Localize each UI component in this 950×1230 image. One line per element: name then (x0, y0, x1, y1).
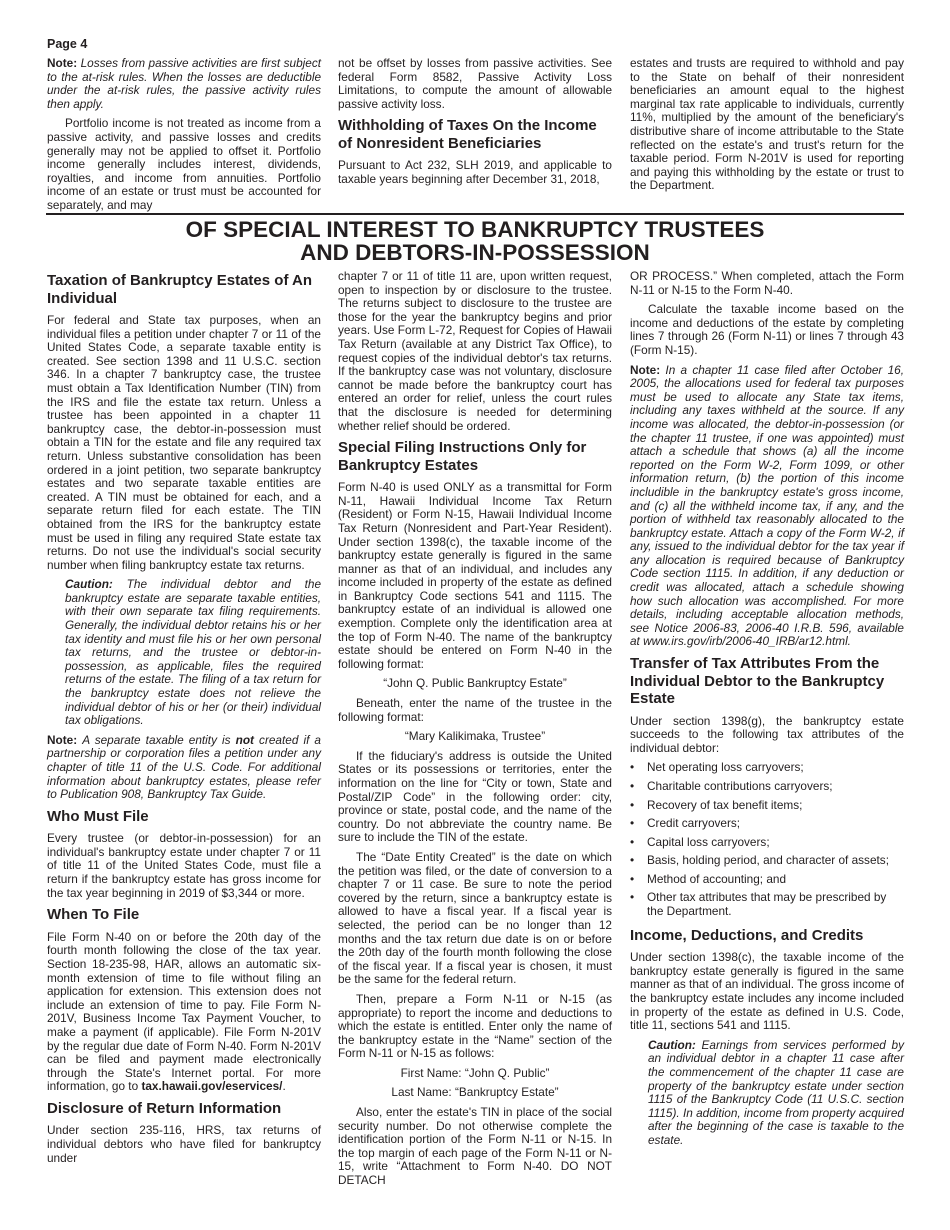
withholding-paragraph: Pursuant to Act 232, SLH 2019, and applicable to taxable years beginning after December 31, 2018, (338, 158, 612, 186)
banner-line-2: AND DEBTORS-IN-POSSESSION (300, 240, 650, 265)
last-name-example: Last Name: “Bankruptcy Estate” (391, 1085, 559, 1100)
list-item: • Method of accounting; and (630, 873, 904, 887)
who-must-file-paragraph: Every trustee (or debtor-in-possession) for an individual's bankruptcy estate under chapter 7 or 11 of title 11 of the United States Code, must file a return if the bankruptcy estate has gross income for the tax year beginning in 2019 of $3,344 or more. (47, 831, 321, 900)
disclosure-continued-paragraph: chapter 7 or 11 of title 11 are, upon written request, open to inspection by or disclosure to the trustee. The returns subject to disclosure to the trustee are those for the year the bankruptcy begins and prior years. Use Form L-72, Request for Copies of Hawaii Tax Return (available at any District Tax Office), to request copies of the individual debtor's tax returns. If the bankruptcy case was not voluntary, disclosure cannot be made before the bankruptcy court has entered an order for relief, unless the court rules that the disclosure is needed for determining whether relief should be ordered. (338, 269, 612, 433)
when-to-file-heading: When To File (47, 906, 140, 924)
list-item: • Recovery of tax benefit items; (630, 799, 904, 813)
transfer-attributes-paragraph: Under section 1398(g), the bankruptcy estate succeeds to the following tax attributes of the individual debtor: (630, 713, 904, 755)
estate-tin-paragraph: Also, enter the estate's TIN in place of the social security number. Do not otherwise complete the identification portion of the Form N-11 or N-15. In the top margin of each page of the Form N-11 or N-15, write “Attachment to Form N-40. DO NOT DETACH (338, 1105, 612, 1188)
special-filing-heading: Special Filing Instructions Only for Bankruptcy Estates (338, 439, 587, 474)
eservices-link[interactable]: tax.hawaii.gov/eservices/ (141, 1079, 283, 1094)
top-column-2 (338, 57, 612, 193)
section-banner (46, 213, 904, 264)
list-item: • Other tax attributes that may be prescribed by the Department. (630, 891, 904, 918)
transmittal-paragraph: Form N-40 is used ONLY as a transmittal for Form N-11, Hawaii Individual Income Tax Return (Resident) or Form N-15, Hawaii Individual Income Tax Return (Nonresident and Part-Year Resident). Under section 1398(c), the taxable income of the bankruptcy estate generally is figured in the same manner as that of an individual, and includes any income included in property of the estate as defined in Bankruptcy Code sections 541 and 1115. The bankruptcy estate of an individual is allowed one exemption. Complete only the identification area at the top of Form N-40. The name of the bankruptcy estate should be entered on Form N-40 in the following format: (338, 480, 612, 671)
chapter-11-note: Note: In a chapter 11 case filed after October 16, 2005, the allocations used for federal tax purposes must be used to allocate any State tax items, including any taxes withheld at the source. If any income was allocated, the debtor-in-possession (or the chapter 11 trustee, if one was appointed) must attach a schedule that shows (a) all the income reported on the Form W-2, Form 1099, or other information return, (b) the portion of this income includible in the bankruptcy estate's gross income, and (c) all the withheld income tax, if any, and the portion of withheld tax reasonably allocated to the bankruptcy estate. Attach a copy of the Form W-2, if any, issued to the individual debtor for the tax year if any allocation is required because of Bankruptcy Code section 1115. In addition, if any deduction or credit was allocated, attach a schedule showing how such allocation was accomplished. For more details, including acceptable allocation methods, see Notice 2006-83, 2006-40 I.R.B. 596, available at www.irs.gov/irb/2006-40_IRB/ar12.html. (630, 362, 904, 649)
list-item: • Charitable contributions carryovers; (630, 780, 904, 794)
earnings-caution-block: Caution: Earnings from services performed by an individual debtor in a chapter 11 case after the commencement of the chapter 11 case are property of the bankruptcy estate under section 1115 of the Bankruptcy Code (11 U.S.C. section 1115). In addition, income from property acquired after the beginning of the case is taxable to the estate. (648, 1037, 904, 1147)
top-column-3 (630, 57, 904, 199)
right-column (630, 270, 904, 1153)
taxation-paragraph: For federal and State tax purposes, when an individual files a petition under chapter 7 or 11 of the United States Code, a separate taxable entity is created. See section 1398 and 11 U.S.C. section 346. In a chapter 7 bankruptcy case, the trustee must obtain a Tax Identification Number (TIN) from the IRS and file the estate tax return. Unless a trustee has been appointed in a chapter 11 bankruptcy case, the debtor-in-possession must obtain a TIN for the estate and file any required tax return. Unless substantive consolidation has been ordered in a joint petition, two separate bankruptcy estates and two separate taxable entities are created. A TIN must be obtained for each, and a separate return filed for each estate. The TIN obtained from the IRS for the bankruptcy estate must be used in filing any required State estate tax returns. Do not use the individual's social security number when filing bankruptcy estate tax returns. (47, 313, 321, 572)
foreign-address-paragraph: If the fiduciary's address is outside the United States or its possessions or territories, enter the information on the line for “City or town, State and Postal/ZIP Code” in the following order: city, province or state, postal code, and the name of the country. Do not abbreviate the country name. Be sure to include the TIN of the estate. (338, 748, 612, 845)
income-deductions-paragraph: Under section 1398(c), the taxable income of the bankruptcy estate generally is figured in the same manner as that of an individual. The gross income of the bankruptcy estate includes any income included in property of the estate as defined in U.S. Code, title 11, sections 541 and 1115. (630, 950, 904, 1033)
estate-name-example: “John Q. Public Bankruptcy Estate” (383, 676, 567, 691)
who-must-file-heading: Who Must File (47, 807, 149, 825)
list-item: • Basis, holding period, and character of assets; (630, 854, 904, 868)
middle-column (338, 270, 612, 1194)
list-item: • Net operating loss carryovers; (630, 761, 904, 775)
withholding-heading: Withholding of Taxes On the Income of Nonresident Beneficiaries (338, 117, 597, 152)
passive-loss-paragraph: not be offset by losses from passive activities. See federal Form 8582, Passive Activity Loss Limitations, to compute the amount of allowable passive activity loss. (338, 56, 612, 111)
separate-entity-note: Note: A separate taxable entity is not created if a partnership or corporation files a petition under any chapter of title 11 of the U.S. Code. For additional information about bankruptcy estates, please refer to Publication 908, Bankruptcy Tax Guide. (47, 732, 321, 802)
attach-paragraph: OR PROCESS.” When completed, attach the Form N-11 or N-15 to the Form N-40. (630, 269, 904, 297)
tax-attributes-list (630, 761, 904, 918)
transfer-attributes-heading: Transfer of Tax Attributes From the Individual Debtor to the Bankruptcy Estate (630, 655, 885, 708)
when-to-file-paragraph: File Form N-40 on or before the 20th day of the fourth month following the close of the tax year. Section 18-235-98, HAR, allows an automatic six-month extension of time to file without filing an application for extension. This extension does not include an extension of time to pay. File Form N-201V, Business Income Tax Payment Voucher, to make a payment (if applicable). File Form N-201V by the regular due date of Form N-40. Form N-201V can be filed and payment made electronically through the State's Internet portal. For more information, go to tax.hawaii.gov/eservices/. (47, 929, 321, 1094)
list-item: • Credit carryovers; (630, 817, 904, 831)
banner-line-1: OF SPECIAL INTEREST TO BANKRUPTCY TRUSTEES (185, 217, 765, 242)
taxation-heading: Taxation of Bankruptcy Estates of An Individual (47, 272, 313, 307)
left-column (47, 270, 321, 1171)
calculate-income-paragraph: Calculate the taxable income based on the income and deductions of the estate by completing lines 7 through 26 (Form N-11) or lines 7 through 43 (Form N-15). (630, 302, 904, 357)
income-deductions-heading: Income, Deductions, and Credits (630, 926, 864, 944)
trustee-paragraph: Beneath, enter the name of the trustee in the following format: (338, 696, 612, 724)
passive-note: Note: Losses from passive activities are first subject to the at-risk rules. When the losses are deductible under the at-risk rules, the passive activity rules then apply. (47, 56, 321, 111)
page-number: Page 4 (47, 37, 88, 51)
first-name-example: First Name: “John Q. Public” (400, 1065, 550, 1080)
top-column-1 (47, 57, 321, 219)
caution-block: Caution: The individual debtor and the bankruptcy estate are separate taxable entities, with their own separate tax filing requirements. Generally, the individual debtor retains his or her tax identity and must file his or her own personal tax returns, and the trustee or debtor-in-possession, as applicable, files the required returns of the estate. The filing of a tax return for the bankruptcy estate does not relieve the individual debtor of his or her (or their) individual tax obligations. (65, 577, 322, 728)
trustee-name-example: “Mary Kalikimaka, Trustee” (404, 729, 546, 744)
prepare-form-paragraph: Then, prepare a Form N-11 or N-15 (as appropriate) to report the income and deductions to which the estate is entitled. Enter only the name of the bankruptcy estate in the “Name” section of the Form N-11 or N-15 as follows: (338, 991, 612, 1061)
withholding-continued-paragraph: estates and trusts are required to withhold and pay to the State on behalf of their nonresident beneficiaries an amount equal to the highest marginal tax rate applicable to individuals, currently 11%, multiplied by the amount of the beneficiary's distributive share of income attributable to the State reflected on the estate's and trust's return for the taxable period. Form N-201V is used for reporting and paying this withholding by the estate or trust to the Department. (630, 56, 904, 193)
disclosure-heading: Disclosure of Return Information (47, 1099, 282, 1117)
list-item: • Capital loss carryovers; (630, 836, 904, 850)
date-entity-paragraph: The “Date Entity Created” is the date on which the petition was filed, or the date of conversion to a chapter 7 or 11 case. Be sure to note the period covered by the return, since a bankruptcy estate is allowed to have a fiscal year. If a fiscal year is selected, the period can be no longer than 12 months and the tax return due date is on or before the 20th day of the fourth month following the close of the fiscal year. If a fiscal year is chosen, it must be the same for the federal return. (338, 849, 612, 987)
portfolio-paragraph: Portfolio income is not treated as income from a passive activity, and passive losses and credits generally may not be applied to offset it. Portfolio income generally includes interest, dividends, royalties, and income from annuities. Portfolio income of an estate or trust must be accounted for separately, and may (47, 116, 321, 212)
disclosure-paragraph: Under section 235-116, HRS, tax returns of individual debtors who have filed for bankruptcy under (47, 1123, 321, 1165)
